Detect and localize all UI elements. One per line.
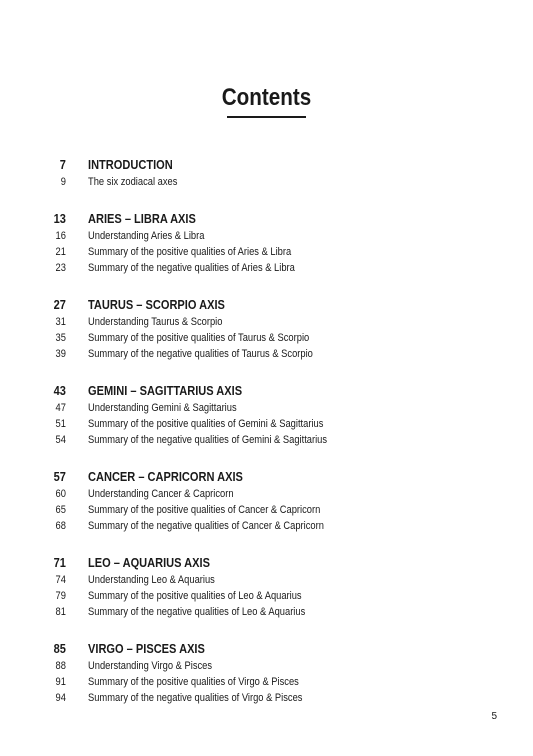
toc-entry-row[interactable] [0,604,533,620]
toc-entry-label: Understanding Leo & Aquarius [88,574,215,586]
toc-entry-row[interactable] [0,658,533,674]
toc-heading-page: 57 [53,469,66,484]
toc-entry-label: Understanding Gemini & Sagittarius [88,402,237,414]
toc-entry-page: 88 [55,660,66,672]
toc-heading-row[interactable] [0,639,533,658]
toc-entry-label: The six zodiacal axes [88,176,178,188]
toc-heading-label: GEMINI – SAGITTARIUS AXIS [88,383,243,398]
toc-entry-row[interactable] [0,690,533,706]
toc-heading-page: 85 [53,641,66,656]
toc-entry-label: Summary of the negative qualities of Cancer & Capricorn [88,520,324,532]
toc-heading-row[interactable] [0,155,533,174]
toc-entry-label: Summary of the negative qualities of Virgo & Pisces [88,692,303,704]
page-title: Contents [221,84,312,111]
toc-entry-page: 31 [55,316,66,328]
toc-entry-row[interactable] [0,330,533,346]
toc-entry-label: Summary of the positive qualities of Gemini & Sagittarius [88,418,324,430]
toc-entry-row[interactable] [0,314,533,330]
toc-heading-page: 27 [53,297,66,312]
toc-heading-row[interactable] [0,295,533,314]
toc-entry-row[interactable] [0,244,533,260]
toc-section-aries-libra [0,209,533,276]
toc-entry-label: Understanding Virgo & Pisces [88,660,213,672]
toc-entry-label: Summary of the negative qualities of Leo & Aquarius [88,606,306,618]
toc-section-taurus-scorpio [0,295,533,362]
toc-heading-label: CANCER – CAPRICORN AXIS [88,469,243,484]
title-underline [227,116,306,118]
toc-heading-row[interactable] [0,381,533,400]
toc-entry-label: Summary of the negative qualities of Aries & Libra [88,262,295,274]
toc-heading-row[interactable] [0,209,533,228]
toc-entry-row[interactable] [0,432,533,448]
toc-entry-row[interactable] [0,400,533,416]
toc-entry-page: 68 [55,520,66,532]
toc-entry-label: Understanding Taurus & Scorpio [88,316,223,328]
toc-entry-page: 60 [55,488,66,500]
toc-entry-row[interactable] [0,486,533,502]
toc-entry-page: 21 [55,246,66,258]
toc-entry-label: Summary of the negative qualities of Taurus & Scorpio [88,348,313,360]
toc-section-virgo-pisces [0,639,533,706]
toc-entry-row[interactable] [0,416,533,432]
toc-heading-page: 7 [59,157,66,172]
toc-entry-page: 23 [55,262,66,274]
toc-entry-label: Summary of the negative qualities of Gemini & Sagittarius [88,434,328,446]
toc-entry-page: 16 [55,230,66,242]
toc-heading-label: ARIES – LIBRA AXIS [88,211,196,226]
toc-heading-row[interactable] [0,553,533,572]
toc-entry-page: 65 [55,504,66,516]
toc-entry-row[interactable] [0,502,533,518]
toc-entry-page: 35 [55,332,66,344]
toc-entry-row[interactable] [0,174,533,190]
toc-entry-row[interactable] [0,260,533,276]
page-number: 5 [491,711,497,722]
toc-entry-page: 94 [55,692,66,704]
toc-entry-row[interactable] [0,572,533,588]
toc-entry-label: Understanding Cancer & Capricorn [88,488,234,500]
toc-entry-page: 54 [55,434,66,446]
toc-section-introduction [0,155,533,190]
toc-entry-row[interactable] [0,518,533,534]
toc-entry-row[interactable] [0,674,533,690]
toc-entry-label: Summary of the positive qualities of Taurus & Scorpio [88,332,310,344]
toc-section-cancer-capricorn [0,467,533,534]
toc-entry-row[interactable] [0,228,533,244]
toc-heading-label: VIRGO – PISCES AXIS [88,641,205,656]
toc-entry-page: 47 [55,402,66,414]
toc-entry-row[interactable] [0,346,533,362]
toc-entry-page: 79 [55,590,66,602]
toc-entry-page: 74 [55,574,66,586]
toc-entry-label: Summary of the positive qualities of Leo & Aquarius [88,590,302,602]
table-of-contents [0,155,533,725]
toc-heading-page: 43 [53,383,66,398]
toc-section-leo-aquarius [0,553,533,620]
toc-entry-label: Summary of the positive qualities of Cancer & Capricorn [88,504,321,516]
toc-entry-page: 51 [55,418,66,430]
toc-heading-label: INTRODUCTION [88,157,173,172]
toc-entry-label: Summary of the positive qualities of Aries & Libra [88,246,292,258]
toc-entry-page: 81 [55,606,66,618]
toc-heading-page: 71 [53,555,66,570]
toc-entry-label: Understanding Aries & Libra [88,230,205,242]
toc-heading-label: LEO – AQUARIUS AXIS [88,555,210,570]
toc-entry-page: 39 [55,348,66,360]
toc-entry-page: 91 [55,676,66,688]
toc-heading-row[interactable] [0,467,533,486]
toc-heading-page: 13 [53,211,66,226]
toc-section-gemini-sagittarius [0,381,533,448]
toc-entry-page: 9 [60,176,66,188]
toc-heading-label: TAURUS – SCORPIO AXIS [88,297,225,312]
toc-entry-label: Summary of the positive qualities of Virgo & Pisces [88,676,299,688]
toc-entry-row[interactable] [0,588,533,604]
